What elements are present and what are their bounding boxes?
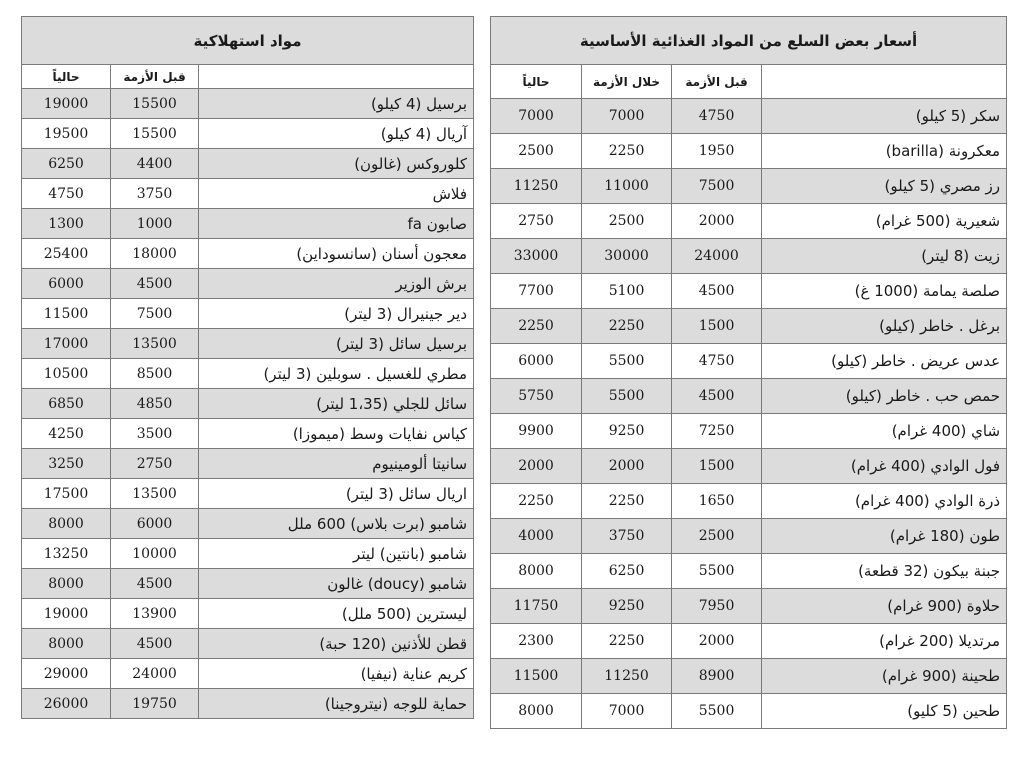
cell-item: ذرة الوادي (400 غرام) (762, 484, 1007, 519)
table-row (22, 89, 474, 119)
cell-now: 8000 (491, 694, 582, 729)
cell-now: 19000 (22, 89, 111, 119)
table-row (22, 689, 474, 719)
cell-before: 24000 (111, 659, 199, 689)
cell-item: شامبو (بانتين) ليتر (199, 539, 474, 569)
cell-item: برسيل (4 كيلو) (199, 89, 474, 119)
cell-during: 6250 (582, 554, 672, 589)
cell-item: حمص حب . خاطر (كيلو) (762, 379, 1007, 414)
table-row (22, 509, 474, 539)
cell-before: 1500 (672, 309, 762, 344)
cell-before: 4500 (672, 274, 762, 309)
cell-now: 11250 (491, 169, 582, 204)
cell-during: 2500 (582, 204, 672, 239)
cell-now: 2250 (491, 484, 582, 519)
cell-now: 33000 (491, 239, 582, 274)
cell-item: كلوروكس (غالون) (199, 149, 474, 179)
cell-before: 7500 (111, 299, 199, 329)
table-row (491, 589, 1007, 624)
cell-now: 11500 (491, 659, 582, 694)
cell-item: مطري للغسيل . سوبلين (3 ليتر) (199, 359, 474, 389)
cell-during: 11000 (582, 169, 672, 204)
cell-during: 30000 (582, 239, 672, 274)
cell-before: 15500 (111, 89, 199, 119)
cell-now: 4250 (22, 419, 111, 449)
cell-item: عدس عريض . خاطر (كيلو) (762, 344, 1007, 379)
cell-before: 3500 (111, 419, 199, 449)
consumables-header-item (199, 65, 474, 89)
cell-before: 1650 (672, 484, 762, 519)
cell-item: شامبو (doucy) غالون (199, 569, 474, 599)
cell-item: معجون أسنان (سانسوداين) (199, 239, 474, 269)
cell-during: 3750 (582, 519, 672, 554)
cell-before: 7250 (672, 414, 762, 449)
consumables-header-now: حالياً (22, 65, 111, 89)
cell-before: 4750 (672, 99, 762, 134)
cell-item: سكر (5 كيلو) (762, 99, 1007, 134)
cell-item: سائل للجلي (1،35 ليتر) (199, 389, 474, 419)
cell-item: حماية للوجه (نيتروجينا) (199, 689, 474, 719)
cell-item: مرتديلا (200 غرام) (762, 624, 1007, 659)
cell-before: 2750 (111, 449, 199, 479)
cell-item: قطن للأذنين (120 حبة) (199, 629, 474, 659)
table-row (491, 414, 1007, 449)
cell-now: 19500 (22, 119, 111, 149)
cell-item: طون (180 غرام) (762, 519, 1007, 554)
cell-now: 1300 (22, 209, 111, 239)
consumables-header-before: قبل الأزمة (111, 65, 199, 89)
table-row (22, 209, 474, 239)
cell-before: 8900 (672, 659, 762, 694)
cell-now: 7700 (491, 274, 582, 309)
cell-now: 6000 (491, 344, 582, 379)
table-row (491, 134, 1007, 169)
cell-now: 4750 (22, 179, 111, 209)
cell-now: 8000 (491, 554, 582, 589)
cell-during: 2250 (582, 484, 672, 519)
cell-now: 2500 (491, 134, 582, 169)
cell-before: 15500 (111, 119, 199, 149)
cell-before: 4500 (111, 269, 199, 299)
cell-item: كريم عناية (نيفيا) (199, 659, 474, 689)
cell-before: 5500 (672, 694, 762, 729)
cell-before: 7500 (672, 169, 762, 204)
cell-item: فلاش (199, 179, 474, 209)
table-row (22, 569, 474, 599)
cell-item: آريال (4 كيلو) (199, 119, 474, 149)
cell-during: 7000 (582, 694, 672, 729)
consumables-prices-table (21, 16, 474, 719)
table-row (22, 449, 474, 479)
cell-now: 6250 (22, 149, 111, 179)
cell-during: 5500 (582, 379, 672, 414)
cell-before: 4850 (111, 389, 199, 419)
food-header-before: قبل الأزمة (672, 65, 762, 99)
cell-item: ليسترين (500 ملل) (199, 599, 474, 629)
cell-item: سانيتا ألومينيوم (199, 449, 474, 479)
cell-item: طحين (5 كليو) (762, 694, 1007, 729)
cell-before: 3750 (111, 179, 199, 209)
cell-before: 7950 (672, 589, 762, 624)
table-row (22, 389, 474, 419)
cell-item: جبنة بيكون (32 قطعة) (762, 554, 1007, 589)
food-prices-table (490, 16, 1007, 729)
cell-now: 4000 (491, 519, 582, 554)
table-row (22, 629, 474, 659)
food-header-now: حالياً (491, 65, 582, 99)
cell-during: 9250 (582, 414, 672, 449)
cell-now: 6000 (22, 269, 111, 299)
cell-item: دير جينيرال (3 ليتر) (199, 299, 474, 329)
table-row (22, 299, 474, 329)
cell-item: كياس نفايات وسط (ميموزا) (199, 419, 474, 449)
cell-item: زيت (8 ليتر) (762, 239, 1007, 274)
table-row (491, 274, 1007, 309)
table-row (22, 239, 474, 269)
cell-before: 18000 (111, 239, 199, 269)
cell-during: 2250 (582, 134, 672, 169)
cell-item: برسيل سائل (3 ليتر) (199, 329, 474, 359)
cell-item: فول الوادي (400 غرام) (762, 449, 1007, 484)
cell-item: صلصة يمامة (1000 غ) (762, 274, 1007, 309)
cell-during: 2250 (582, 309, 672, 344)
table-row (22, 419, 474, 449)
cell-now: 8000 (22, 629, 111, 659)
table-row (491, 239, 1007, 274)
cell-now: 11750 (491, 589, 582, 624)
cell-now: 7000 (491, 99, 582, 134)
cell-before: 2500 (672, 519, 762, 554)
table-row (491, 309, 1007, 344)
cell-before: 6000 (111, 509, 199, 539)
cell-now: 2300 (491, 624, 582, 659)
cell-before: 4500 (672, 379, 762, 414)
cell-item: شاي (400 غرام) (762, 414, 1007, 449)
cell-now: 2750 (491, 204, 582, 239)
table-row (22, 659, 474, 689)
table-row (22, 329, 474, 359)
cell-during: 9250 (582, 589, 672, 624)
cell-before: 4750 (672, 344, 762, 379)
food-header-during: خلال الأزمة (582, 65, 672, 99)
cell-before: 19750 (111, 689, 199, 719)
cell-before: 8500 (111, 359, 199, 389)
cell-now: 5750 (491, 379, 582, 414)
cell-now: 2000 (491, 449, 582, 484)
consumables-table-title: مواد استهلاكية (22, 17, 474, 65)
table-row (22, 179, 474, 209)
table-row (22, 599, 474, 629)
cell-now: 8000 (22, 509, 111, 539)
cell-before: 4400 (111, 149, 199, 179)
cell-now: 10500 (22, 359, 111, 389)
table-row (491, 484, 1007, 519)
cell-now: 8000 (22, 569, 111, 599)
table-row (22, 119, 474, 149)
cell-before: 1950 (672, 134, 762, 169)
cell-during: 5100 (582, 274, 672, 309)
cell-item: رز مصري (5 كيلو) (762, 169, 1007, 204)
table-row (22, 539, 474, 569)
table-row (491, 694, 1007, 729)
cell-item: شعيرية (500 غرام) (762, 204, 1007, 239)
cell-before: 10000 (111, 539, 199, 569)
cell-item: برش الوزير (199, 269, 474, 299)
cell-item: برغل . خاطر (كيلو) (762, 309, 1007, 344)
cell-before: 24000 (672, 239, 762, 274)
food-table-title: أسعار بعض السلع من المواد الغذائية الأساسية (491, 17, 1007, 65)
table-row (491, 99, 1007, 134)
table-row (22, 359, 474, 389)
cell-before: 13500 (111, 329, 199, 359)
food-header-item (762, 65, 1007, 99)
table-row (491, 624, 1007, 659)
cell-before: 1000 (111, 209, 199, 239)
table-row (491, 449, 1007, 484)
cell-now: 13250 (22, 539, 111, 569)
cell-before: 2000 (672, 204, 762, 239)
cell-before: 13900 (111, 599, 199, 629)
cell-before: 4500 (111, 569, 199, 599)
cell-now: 2250 (491, 309, 582, 344)
cell-now: 17500 (22, 479, 111, 509)
table-row (491, 169, 1007, 204)
cell-during: 2000 (582, 449, 672, 484)
table-row (491, 519, 1007, 554)
cell-item: شامبو (برت بلاس) 600 ملل (199, 509, 474, 539)
cell-item: اريال سائل (3 ليتر) (199, 479, 474, 509)
cell-now: 9900 (491, 414, 582, 449)
cell-item: معكرونة (barilla) (762, 134, 1007, 169)
table-row (22, 479, 474, 509)
cell-item: حلاوة (900 غرام) (762, 589, 1007, 624)
cell-before: 13500 (111, 479, 199, 509)
cell-before: 2000 (672, 624, 762, 659)
cell-now: 25400 (22, 239, 111, 269)
cell-now: 6850 (22, 389, 111, 419)
cell-during: 11250 (582, 659, 672, 694)
cell-now: 11500 (22, 299, 111, 329)
cell-before: 5500 (672, 554, 762, 589)
cell-now: 26000 (22, 689, 111, 719)
cell-during: 5500 (582, 344, 672, 379)
table-row (491, 204, 1007, 239)
cell-before: 4500 (111, 629, 199, 659)
table-row (22, 149, 474, 179)
table-row (491, 344, 1007, 379)
table-row (22, 269, 474, 299)
cell-now: 17000 (22, 329, 111, 359)
table-row (491, 379, 1007, 414)
table-row (491, 659, 1007, 694)
cell-before: 1500 (672, 449, 762, 484)
cell-item: طحينة (900 غرام) (762, 659, 1007, 694)
cell-during: 7000 (582, 99, 672, 134)
cell-now: 19000 (22, 599, 111, 629)
cell-now: 3250 (22, 449, 111, 479)
cell-item: صابون fa (199, 209, 474, 239)
table-row (491, 554, 1007, 589)
cell-now: 29000 (22, 659, 111, 689)
cell-during: 2250 (582, 624, 672, 659)
